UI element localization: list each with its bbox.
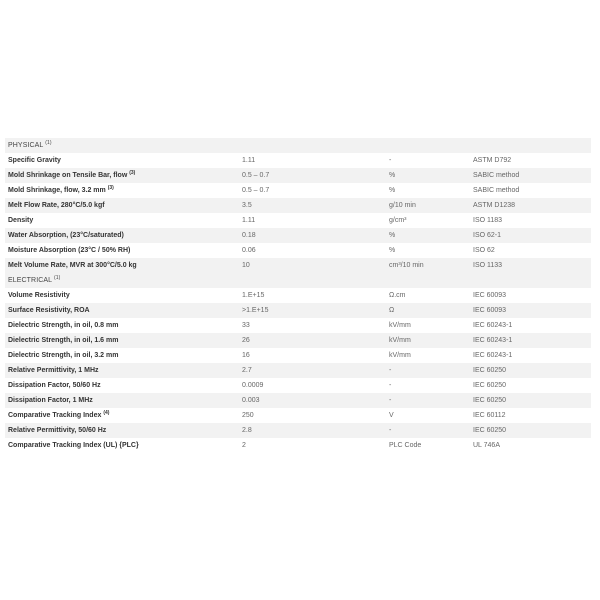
table-row — [5, 153, 591, 168]
section-header-physical — [5, 138, 591, 153]
property-unit: Ω — [389, 307, 395, 314]
test-method: SABIC method — [473, 172, 520, 179]
test-method: IEC 60250 — [473, 397, 507, 404]
property-value: 0.06 — [242, 247, 256, 254]
table-row — [5, 198, 591, 213]
test-method: IEC 60243-1 — [473, 352, 513, 359]
property-name: Dissipation Factor, 1 MHz — [8, 397, 93, 404]
section-title: PHYSICAL $^{(1)}$ — [8, 140, 52, 149]
table-row — [5, 183, 591, 198]
table-row — [5, 408, 591, 423]
property-unit: - — [389, 157, 392, 164]
property-value: 0.5 – 0.7 — [242, 187, 270, 194]
property-unit: V — [389, 412, 394, 419]
property-value: 2.7 — [242, 367, 252, 374]
test-method: IEC 60243-1 — [473, 337, 513, 344]
test-method: ASTM D792 — [473, 157, 512, 164]
table-row — [5, 393, 591, 408]
property-name: Density — [8, 217, 34, 224]
property-name: Volume Resistivity — [8, 292, 70, 299]
table-row — [5, 333, 591, 348]
test-method: SABIC method — [473, 187, 520, 194]
test-method: IEC 60250 — [473, 367, 507, 374]
property-name: Dielectric Strength, in oil, 1.6 mm — [8, 337, 119, 344]
table-row — [5, 378, 591, 393]
property-unit: % — [389, 187, 396, 194]
property-value: 3.5 — [242, 202, 252, 209]
test-method: ASTM D1238 — [473, 202, 516, 209]
property-value: 250 — [242, 412, 254, 419]
test-method: ISO 1133 — [473, 262, 503, 269]
property-value: 2.8 — [242, 427, 252, 434]
property-value: >1.E+15 — [242, 307, 269, 314]
property-value: 1.11 — [242, 157, 256, 164]
property-name: Melt Flow Rate, 280°C/5.0 kgf — [8, 202, 105, 209]
property-unit: - — [389, 427, 392, 434]
property-value: 2 — [242, 442, 246, 449]
section-header-electrical — [5, 273, 591, 288]
property-value: 16 — [242, 352, 250, 359]
table-row — [5, 243, 591, 258]
table-row — [5, 318, 591, 333]
property-unit: g/10 min — [389, 202, 416, 209]
section-title: ELECTRICAL $^{(1)}$ — [8, 275, 61, 284]
property-value: 0.5 – 0.7 — [242, 172, 270, 179]
property-value: 33 — [242, 322, 250, 329]
table-row — [5, 363, 591, 378]
property-value: 10 — [242, 262, 250, 269]
table-row — [5, 303, 591, 318]
property-name: Mold Shrinkage on Tensile Bar, flow $^{(3)}$ — [8, 170, 136, 179]
property-unit: cm³/10 min — [389, 262, 424, 269]
property-value: 1.11 — [242, 217, 256, 224]
property-unit: kV/mm — [389, 337, 411, 344]
test-method: IEC 60093 — [473, 307, 507, 314]
property-unit: kV/mm — [389, 352, 411, 359]
property-value: 1.E+15 — [242, 292, 265, 299]
table-row — [5, 228, 591, 243]
test-method: ISO 1183 — [473, 217, 503, 224]
property-name: Dissipation Factor, 50/60 Hz — [8, 382, 101, 389]
property-unit: % — [389, 232, 396, 239]
property-name: Specific Gravity — [8, 157, 61, 164]
test-method: IEC 60093 — [473, 292, 507, 299]
test-method: IEC 60250 — [473, 382, 507, 389]
test-method: ISO 62 — [473, 247, 495, 254]
property-value: 0.003 — [242, 397, 260, 404]
property-name: Dielectric Strength, in oil, 0.8 mm — [8, 322, 119, 329]
property-unit: - — [389, 397, 392, 404]
test-method: IEC 60243-1 — [473, 322, 513, 329]
property-name: Dielectric Strength, in oil, 3.2 mm — [8, 352, 119, 359]
footnote-marker: (1) — [45, 140, 52, 146]
test-method: IEC 60250 — [473, 427, 507, 434]
property-name: Comparative Tracking Index $^{(4)}$ — [8, 410, 110, 419]
table-row — [5, 213, 591, 228]
footnote-marker: (1) — [53, 275, 61, 281]
property-unit: g/cm³ — [389, 217, 407, 224]
property-name: Mold Shrinkage, flow, 3.2 mm $^{(3)}$ — [8, 185, 114, 194]
table-row — [5, 423, 591, 438]
property-unit: - — [389, 382, 392, 389]
table-row — [5, 438, 591, 453]
test-method: IEC 60112 — [473, 412, 506, 419]
property-name: Relative Permittivity, 1 MHz — [8, 367, 99, 374]
property-name: Melt Volume Rate, MVR at 300°C/5.0 kg — [8, 262, 137, 269]
table-row — [5, 258, 591, 273]
table-row — [5, 288, 591, 303]
property-name: Moisture Absorption (23°C / 50% RH) — [8, 247, 131, 254]
property-unit: Ω.cm — [389, 292, 406, 299]
property-value: 0.18 — [242, 232, 256, 239]
table-row — [5, 348, 591, 363]
property-name: Comparative Tracking Index (UL) {PLC} — [8, 442, 139, 449]
test-method: ISO 62-1 — [473, 232, 502, 239]
properties-table — [5, 138, 591, 453]
property-value: 0.0009 — [242, 382, 264, 389]
property-unit: % — [389, 172, 396, 179]
table-row — [5, 168, 591, 183]
test-method: UL 746A — [473, 442, 500, 449]
property-unit: PLC Code — [389, 442, 422, 449]
property-unit: - — [389, 367, 392, 374]
property-unit: kV/mm — [389, 322, 411, 329]
property-unit: % — [389, 247, 396, 254]
property-name: Surface Resistivity, ROA — [8, 307, 90, 314]
property-name: Water Absorption, (23°C/saturated) — [8, 232, 124, 239]
property-value: 26 — [242, 337, 250, 344]
property-name: Relative Permittivity, 50/60 Hz — [8, 427, 107, 434]
